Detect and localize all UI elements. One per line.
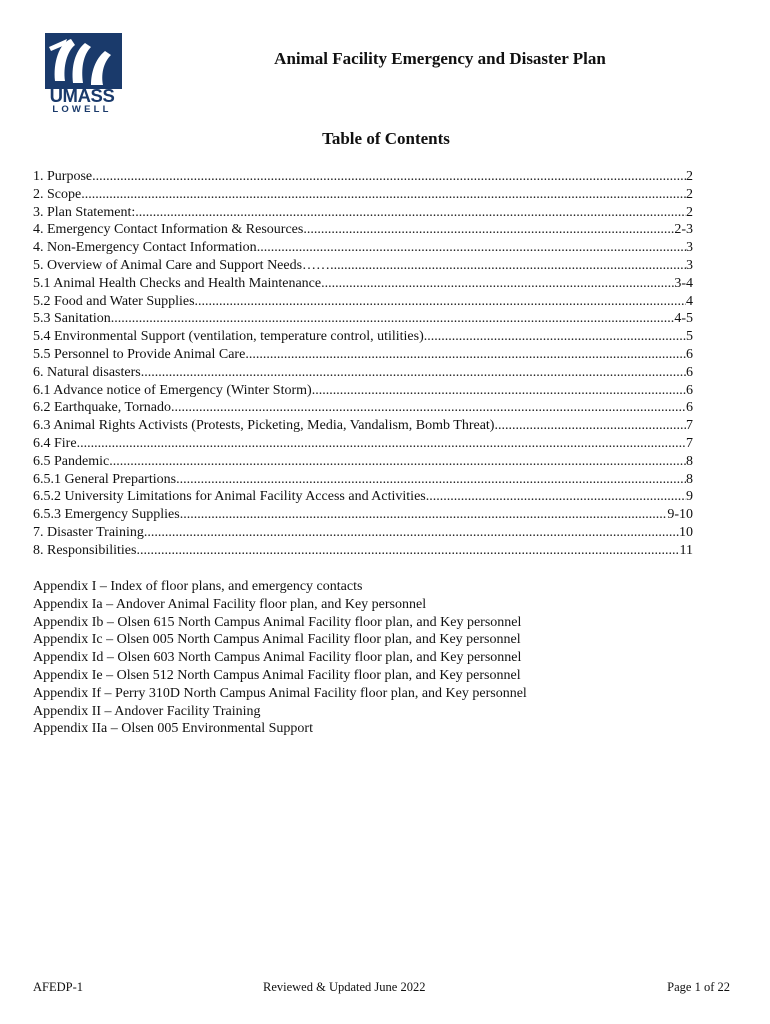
toc-entry-label: 6.1 Advance notice of Emergency (Winter Storm)	[33, 382, 312, 398]
toc-entry-leader	[494, 417, 686, 435]
toc-entry	[33, 524, 693, 542]
logo-lowell-text: LOWELL	[52, 104, 112, 115]
toc-entry-label: 2. Scope	[33, 186, 82, 202]
toc-entry-page: 11	[679, 542, 693, 558]
toc-entry-label: 5.2 Food and Water Supplies	[33, 293, 195, 309]
toc-entry	[33, 382, 693, 400]
toc-entry-leader	[144, 524, 679, 542]
toc-entry-label: 6.5.2 University Limitations for Animal Facility Access and Activities	[33, 489, 426, 505]
toc-entry	[33, 506, 693, 524]
toc-entry-label: 5.1 Animal Health Checks and Health Maintenance	[33, 275, 322, 291]
toc-entry-page: 4	[686, 293, 693, 309]
toc-entry-leader	[92, 168, 686, 186]
toc-entry-page: 8	[686, 453, 693, 469]
appendix-list	[33, 578, 673, 738]
footer-review-date: Reviewed & Updated June 2022	[263, 980, 426, 994]
toc-entry-page: 4-5	[674, 311, 693, 327]
toc-entry-page: 6	[686, 364, 693, 380]
appendix-item: Appendix Ie – Olsen 512 North Campus Animal Facility floor plan, and Key personnel	[33, 667, 521, 683]
toc-entry-page: 3	[686, 240, 693, 256]
toc-entry-leader	[81, 186, 686, 204]
toc-entry-leader	[312, 382, 686, 400]
footer-document-code: AFEDP-1	[33, 980, 84, 994]
toc-entry-page: 7	[686, 418, 693, 434]
toc-entry	[33, 328, 693, 346]
umass-lowell-logo	[40, 33, 124, 115]
toc-entry-leader	[426, 488, 686, 506]
toc-entry	[33, 186, 693, 204]
toc-entry	[33, 204, 693, 222]
toc-entry-page: 8	[686, 471, 693, 487]
toc-entry-leader	[424, 328, 686, 346]
toc-entry	[33, 471, 693, 489]
logo-umass-text: UMASS	[49, 85, 115, 106]
toc-entry-label: 8. Responsibilities	[33, 542, 137, 558]
umass-lowell-logo-mark-icon	[45, 33, 122, 89]
toc-entry-page: 7	[686, 435, 693, 451]
toc-entry-label: 6.5 Pandemic	[33, 453, 110, 469]
toc-entry	[33, 453, 693, 471]
toc-entry	[33, 239, 693, 257]
toc-entry-page: 3-4	[674, 275, 693, 291]
toc-entry-label: 6.3 Animal Rights Activists (Protests, Picketing, Media, Vandalism, Bomb Threat)	[33, 418, 495, 434]
toc-entry-page: 9	[686, 489, 693, 505]
toc-entry-leader	[245, 346, 686, 364]
footer-page-number: Page 1 of 22	[667, 980, 730, 994]
appendix-item: Appendix I – Index of floor plans, and emergency contacts	[33, 579, 363, 594]
toc-entry-page: 2	[686, 169, 693, 184]
toc-entry	[33, 310, 693, 328]
toc-entry-leader	[180, 506, 668, 524]
toc-entry-leader	[330, 257, 686, 275]
appendix-item: Appendix Ia – Andover Animal Facility floor plan, and Key personnel	[33, 596, 427, 612]
toc-entry-leader	[135, 204, 686, 222]
toc-entry	[33, 364, 693, 382]
toc-entry-label: 6.5.3 Emergency Supplies	[33, 507, 180, 523]
toc-heading: Table of Contents	[322, 129, 450, 148]
toc-entry	[33, 221, 693, 239]
toc-entry-label: 5.4 Environmental Support (ventilation, temperature control, utilities)	[33, 329, 424, 345]
toc-entry-page: 9-10	[667, 507, 693, 523]
toc-entry	[33, 488, 693, 506]
appendix-item: Appendix II – Andover Facility Training	[33, 703, 261, 719]
toc-entry-leader	[257, 239, 686, 257]
toc-entry-leader	[303, 221, 674, 239]
toc-entry-leader	[321, 275, 674, 293]
appendix-item: Appendix If – Perry 310D North Campus Animal Facility floor plan, and Key personnel	[33, 685, 527, 701]
toc-entry-leader	[136, 542, 679, 560]
toc-entry	[33, 435, 693, 453]
appendix-item: Appendix IIa – Olsen 005 Environmental Support	[33, 721, 313, 737]
toc-entry-label: 5.3 Sanitation	[33, 311, 111, 327]
toc-entry-label: 4. Non-Emergency Contact Information	[33, 240, 257, 256]
toc-entry-page: 3	[686, 257, 693, 273]
toc-entry-leader	[77, 435, 686, 453]
appendix-item: Appendix Ic – Olsen 005 North Campus Animal Facility floor plan, and Key personnel	[33, 632, 521, 648]
toc-entry-label: 5.5 Personnel to Provide Animal Care	[33, 346, 246, 362]
toc-entry	[33, 275, 693, 293]
table-of-contents	[33, 168, 693, 560]
document-title: Animal Facility Emergency and Disaster Plan	[274, 49, 606, 68]
toc-entry	[33, 168, 693, 186]
toc-entry-leader	[176, 471, 686, 489]
appendix-item: Appendix Ib – Olsen 615 North Campus Animal Facility floor plan, and Key personnel	[33, 614, 522, 630]
toc-entry-label: 6. Natural disasters	[33, 364, 141, 380]
toc-entry-label: 1. Purpose	[33, 169, 93, 184]
toc-entry-label: 6.4 Fire	[33, 435, 77, 451]
toc-entry-label: 6.5.1 General Prepartions	[33, 471, 177, 487]
toc-entry-page: 6	[686, 400, 693, 416]
toc-entry-page: 6	[686, 382, 693, 398]
toc-entry-label: 5. Overview of Animal Care and Support Needs……	[33, 257, 331, 273]
toc-entry-leader	[141, 364, 686, 382]
toc-entry	[33, 257, 693, 275]
toc-entry	[33, 346, 693, 364]
toc-entry-leader	[111, 310, 675, 328]
toc-entry-leader	[195, 293, 686, 311]
toc-entry-label: 6.2 Earthquake, Tornado	[33, 400, 171, 416]
toc-entry	[33, 542, 693, 560]
toc-entry-page: 10	[679, 524, 693, 540]
toc-entry-label: 4. Emergency Contact Information & Resources	[33, 222, 304, 238]
toc-entry-page: 5	[686, 329, 693, 345]
appendix-item: Appendix Id – Olsen 603 North Campus Animal Facility floor plan, and Key personnel	[33, 650, 522, 666]
toc-entry-page: 6	[686, 346, 693, 362]
toc-entry	[33, 293, 693, 311]
toc-entry	[33, 417, 693, 435]
toc-entry-leader	[171, 399, 686, 417]
toc-entry-label: 3. Plan Statement:	[33, 204, 136, 220]
toc-entry-leader	[109, 453, 686, 471]
toc-entry-page: 2-3	[674, 222, 693, 238]
toc-entry-label: 7. Disaster Training	[33, 524, 144, 540]
toc-entry-page: 2	[686, 204, 693, 220]
toc-entry	[33, 399, 693, 417]
toc-entry-page: 2	[686, 186, 693, 202]
